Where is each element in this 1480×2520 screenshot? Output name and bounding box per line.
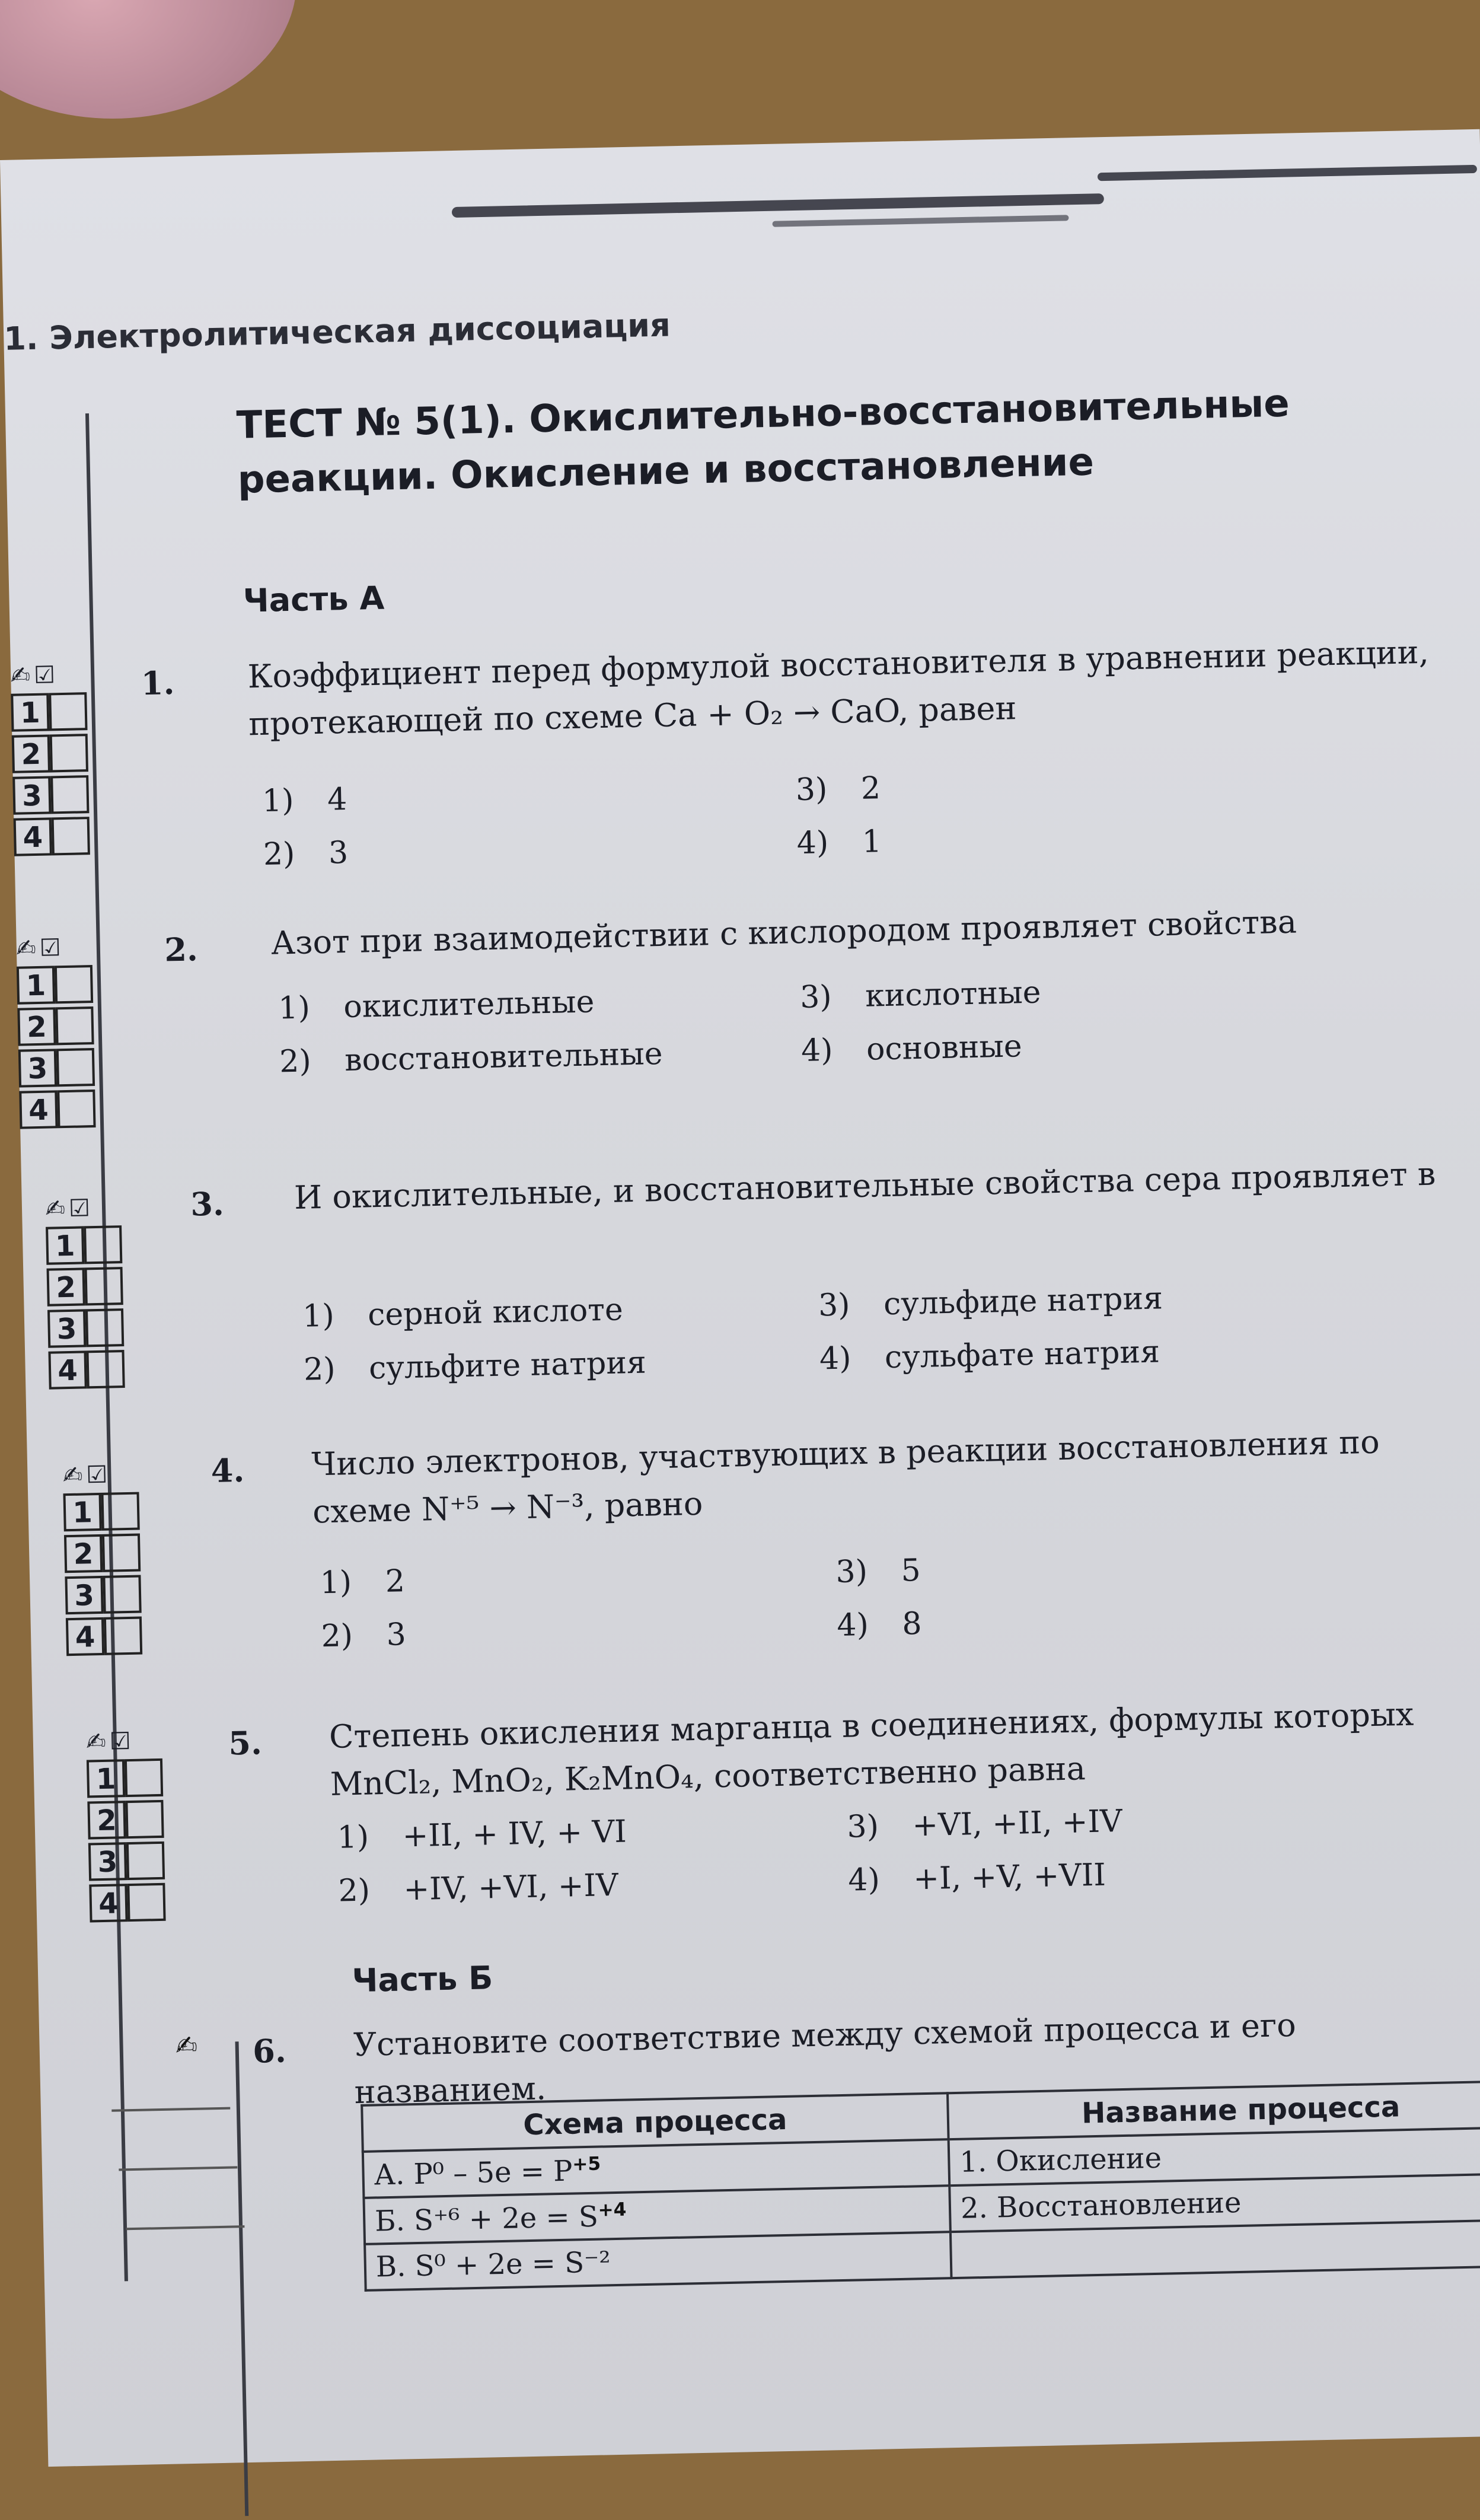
answer-check-box[interactable]: [52, 817, 90, 855]
option-number: 1): [278, 990, 311, 1027]
answer-check-box[interactable]: [50, 775, 89, 814]
answer-box-2[interactable]: 2: [12, 734, 50, 773]
answer-box-4[interactable]: 4: [19, 1090, 58, 1129]
option-text: основные: [866, 1028, 1023, 1068]
answer-box-group-1: [10, 657, 90, 860]
answer-check-box[interactable]: [102, 1534, 141, 1572]
answer-box-group-4: [62, 1457, 142, 1660]
answer-check-box[interactable]: [50, 734, 88, 772]
question-1: [10, 627, 1480, 872]
option-text: 3: [385, 1617, 407, 1653]
option-3[interactable]: [818, 1280, 1163, 1323]
option-2[interactable]: [279, 1036, 663, 1080]
answer-box-3[interactable]: 3: [65, 1576, 103, 1614]
question-number: 1.: [141, 664, 175, 703]
option-number: 4): [847, 1862, 881, 1898]
option-text: 2: [860, 770, 881, 807]
option-number: 2): [320, 1618, 353, 1655]
option-number: 3): [795, 772, 828, 808]
answer-box-3[interactable]: 3: [12, 776, 51, 814]
option-1[interactable]: [320, 1563, 405, 1601]
scheme-text: Б. S⁺⁶ + 2e = S: [374, 2200, 599, 2238]
box-header: ✍☑: [44, 1194, 94, 1223]
option-2[interactable]: [263, 835, 348, 872]
answer-box-2[interactable]: 2: [17, 1007, 56, 1046]
answer-box-3[interactable]: 3: [18, 1049, 57, 1087]
answer-check-box[interactable]: [126, 1842, 165, 1880]
answer-box-2[interactable]: 2: [47, 1267, 85, 1306]
option-1[interactable]: [278, 984, 595, 1026]
option-text: кислотные: [865, 974, 1041, 1014]
question-text: Число электронов, участвующих в реакции восстановления по схеме N⁺⁵ → N⁻³, равно: [311, 1423, 1380, 1531]
option-text: 5: [900, 1553, 921, 1589]
answer-check-box[interactable]: [125, 1758, 163, 1797]
option-text: +VI, +II, +IV: [911, 1803, 1123, 1844]
answer-check-box[interactable]: [85, 1308, 124, 1347]
option-number: 1): [261, 782, 295, 819]
option-1[interactable]: [337, 1814, 627, 1855]
answer-check-box[interactable]: [125, 1800, 164, 1839]
running-head: 1. Электролитическая диссоциация: [3, 306, 671, 358]
scheme-text: А. P⁰ – 5e = P: [374, 2154, 573, 2192]
question-text: Установите соответствие между схемой процесса и его названием.: [353, 2006, 1297, 2111]
option-text: +IV, +VI, +IV: [403, 1867, 619, 1908]
option-3[interactable]: [847, 1804, 1122, 1845]
answer-box-2[interactable]: 2: [87, 1801, 126, 1839]
option-2[interactable]: [321, 1617, 406, 1654]
answer-box-3[interactable]: 3: [88, 1842, 127, 1881]
answer-check-box[interactable]: [55, 1006, 94, 1045]
option-text: +II, + IV, + VI: [402, 1814, 627, 1855]
question-number: 3.: [190, 1184, 225, 1224]
option-number: 4): [796, 824, 829, 862]
question-text: И окислительные, и восстановительные свойства сера проявляет в: [294, 1155, 1436, 1216]
answer-box-4[interactable]: 4: [89, 1884, 127, 1922]
question-number: 2.: [164, 930, 199, 969]
option-3[interactable]: [795, 770, 881, 808]
option-text: +I, +V, +VII: [913, 1857, 1106, 1897]
answer-check-box[interactable]: [49, 692, 87, 731]
answer-box-1[interactable]: 1: [11, 693, 49, 731]
option-number: 2): [303, 1351, 336, 1388]
pencil-icon: ✍: [175, 2030, 198, 2062]
part-a-heading: Часть А: [243, 579, 385, 620]
answer-box-1[interactable]: 1: [87, 1759, 125, 1798]
option-number: 4): [819, 1340, 852, 1377]
answer-check-box[interactable]: [104, 1617, 142, 1655]
answer-box-group-3: [45, 1190, 125, 1393]
answer-box-4[interactable]: 4: [48, 1350, 87, 1389]
match-table: [361, 2080, 1480, 2292]
part-b-heading: Часть Б: [352, 1959, 493, 2000]
option-2[interactable]: [338, 1868, 618, 1909]
option-text: сульфиде натрия: [883, 1280, 1163, 1323]
option-number: 3): [799, 979, 832, 1016]
question-number: 6.: [252, 2031, 287, 2070]
scheme-text: В. S⁰ + 2e = S⁻²: [375, 2245, 611, 2284]
answer-box-2[interactable]: 2: [64, 1534, 103, 1573]
answer-check-box[interactable]: [103, 1575, 141, 1614]
answer-check-box[interactable]: [85, 1267, 123, 1305]
option-text: окислительные: [343, 984, 595, 1025]
handwritten-answer: +4: [598, 2199, 627, 2221]
option-number: 3): [818, 1287, 851, 1324]
answer-box-3[interactable]: 3: [47, 1309, 86, 1347]
option-4[interactable]: [819, 1334, 1160, 1377]
option-text: сульфите натрия: [368, 1345, 647, 1387]
option-number: 1): [302, 1298, 335, 1334]
box-header: ✍☑: [85, 1727, 135, 1756]
answer-check-box[interactable]: [55, 965, 93, 1003]
option-text: 3: [328, 834, 349, 871]
option-3[interactable]: [835, 1553, 921, 1590]
option-text: 8: [901, 1605, 923, 1642]
answer-check-box[interactable]: [56, 1048, 95, 1087]
answer-check-box[interactable]: [84, 1225, 122, 1264]
option-text: серной кислоте: [367, 1292, 624, 1333]
option-1[interactable]: [302, 1292, 624, 1334]
column-header: Название процесса: [948, 2081, 1480, 2140]
option-number: 2): [279, 1043, 312, 1080]
answer-box-4[interactable]: 4: [14, 817, 52, 856]
question-number: 5.: [228, 1723, 263, 1763]
option-1[interactable]: [261, 782, 347, 819]
option-number: 3): [835, 1553, 868, 1590]
name-cell: 1. Окисление: [949, 2127, 1480, 2186]
option-number: 1): [320, 1565, 352, 1601]
question-text: Коэффициент перед формулой восстановителя в уравнении реакции, протекающей по схеме Ca + O₂ → CaO, равен: [247, 633, 1430, 743]
handwritten-answer: +5: [572, 2153, 601, 2175]
option-number: 2): [337, 1872, 371, 1909]
answer-check-box[interactable]: [86, 1350, 125, 1388]
question-text: Азот при взаимодействии с кислородом проявляет свойства: [270, 903, 1297, 962]
box-header: ✍☑: [15, 934, 65, 963]
option-text: 2: [385, 1563, 406, 1600]
question-3: [21, 1149, 1480, 1388]
name-cell: 2. Восстановление: [949, 2174, 1480, 2232]
answer-box-1[interactable]: 1: [46, 1226, 84, 1264]
option-number: 4): [800, 1032, 834, 1069]
option-4[interactable]: [848, 1858, 1106, 1898]
answer-box-group-5: [86, 1723, 166, 1926]
answer-check-box[interactable]: [57, 1089, 95, 1128]
answer-box-1[interactable]: 1: [63, 1493, 101, 1531]
option-number: 4): [836, 1607, 869, 1643]
answer-check-box[interactable]: [127, 1883, 165, 1922]
question-5: [32, 1689, 1480, 1909]
answer-box-group-2: [16, 929, 96, 1133]
option-4[interactable]: [800, 1028, 1022, 1069]
option-number: 3): [846, 1808, 879, 1845]
option-4[interactable]: [796, 824, 882, 861]
column-header: Схема процесса: [362, 2093, 948, 2152]
question-4: [27, 1416, 1480, 1655]
answer-box-1[interactable]: 1: [17, 966, 55, 1004]
answer-line[interactable]: [119, 2166, 237, 2171]
question-2: [15, 894, 1480, 1080]
option-2[interactable]: [304, 1345, 647, 1388]
test-title: ТЕСТ № 5(1). Окислительно-восстановительные реакции. Окисление и восстановление: [236, 381, 1290, 502]
answer-line[interactable]: [111, 2107, 230, 2112]
answer-box-4[interactable]: 4: [66, 1617, 104, 1656]
answer-check-box[interactable]: [101, 1492, 139, 1531]
question-text: Степень окисления марганца в соединениях, формулы которых MnCl₂, MnO₂, K₂MnO₄, соответственно равна: [328, 1695, 1414, 1803]
question-number: 4.: [210, 1451, 245, 1490]
option-text: сульфате натрия: [884, 1334, 1160, 1376]
option-number: 1): [337, 1819, 369, 1856]
option-number: 2): [263, 836, 295, 872]
option-4[interactable]: [837, 1606, 922, 1643]
answer-line[interactable]: [126, 2225, 244, 2230]
option-text: 1: [862, 824, 882, 860]
option-text: 4: [327, 781, 347, 818]
box-header: ✍☑: [10, 661, 59, 690]
option-3[interactable]: [800, 975, 1041, 1015]
option-text: восстановительные: [344, 1036, 664, 1079]
box-header: ✍☑: [62, 1461, 111, 1490]
